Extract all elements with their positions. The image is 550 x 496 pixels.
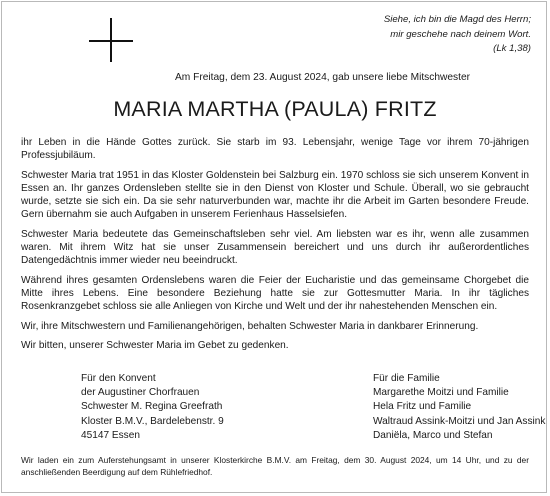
signature-line: Daniëla, Marco und Stefan [373, 429, 493, 441]
paragraph: Schwester Maria trat 1951 in das Kloster Goldenstein bei Salzburg ein. 1970 schloss sie sich unserem Konvent in Essen an. Ihr ganzes Ordensleben stellte sie in den Dienst von Kloster und Schule. Überall, wo sie gebraucht wurde, setzte sie sich ein. Da sie sehr naturverbunden war, machte ihr die Arbeit im Garten besondere Freude. Gern übernahm sie auch Aufgaben in unserem Ferienhaus Hasselsiefen. [21, 169, 529, 221]
paragraph: Wir bitten, unserer Schwester Maria im Gebet zu gedenken. [21, 339, 289, 351]
signature-line: 45147 Essen [81, 429, 140, 441]
signature-line: Schwester M. Regina Greefrath [81, 401, 223, 413]
funeral-info: Wir laden ein zum Auferstehungsamt in unserer Klosterkirche B.M.V. am Freitag, dem 30. August 2024, um 14 Uhr, und zu der anschließenden Beerdigung auf dem Rühlefriedhof. [21, 455, 529, 477]
paragraph: Wir, ihre Mitschwestern und Familienangehörigen, behalten Schwester Maria in dankbarer Erinnerung. [21, 320, 479, 332]
paragraph: ihr Leben in die Hände Gottes zurück. Sie starb im 93. Lebensjahr, wenige Tage vor ihrem 70-jährigen Professjubiläum. [21, 137, 529, 162]
signature-line: Waltraud Assink-Moitzi und Jan Assink [373, 415, 546, 427]
quote-line: mir geschehe nach deinem Wort. [390, 28, 531, 40]
signature-line: Für die Familie [373, 373, 440, 384]
deceased-name: MARIA MARTHA (PAULA) FRITZ [113, 97, 437, 121]
bible-quote [301, 13, 531, 57]
signature-convent [81, 372, 224, 443]
signature-line: Kloster B.M.V., Bardelebenstr. 9 [81, 415, 224, 427]
intro-line: Am Freitag, dem 23. August 2024, gab unsere liebe Mitschwester [175, 72, 471, 83]
signature-line: der Augustiner Chorfrauen [81, 387, 200, 399]
quote-line: Siehe, ich bin die Magd des Herrn; [383, 14, 531, 25]
signature-line: Margarethe Moitzi und Familie [373, 387, 509, 399]
quote-reference: (Lk 1,38) [493, 43, 531, 54]
paragraph: Während ihres gesamten Ordenslebens waren die Feier der Eucharistie und das gemeinsame Chorgebet die Mitte ihres Lebens. Eine besondere Beziehung hatte sie zur Gottesmutter Maria. In ihr tägliches Rosenkranzgebet schloss sie alle Anliegen von Kirche und Welt und der ihr nahestehenden Menschen ein. [21, 274, 529, 313]
paragraph: Schwester Maria bedeutete das Gemeinschaftsleben sehr viel. Am liebsten war es ihr, wenn alle zusammen waren. Mit ihrem Witz hat sie unser Zusammensein bereichert und uns durch ihr außerordentliches Datengedächtnis immer wieder neu beeindruckt. [21, 228, 529, 267]
cross-icon [89, 18, 133, 62]
signature-family [373, 372, 545, 443]
signature-line: Für den Konvent [81, 373, 156, 384]
obituary-text [21, 136, 529, 352]
signature-line: Hela Fritz und Familie [373, 401, 472, 413]
